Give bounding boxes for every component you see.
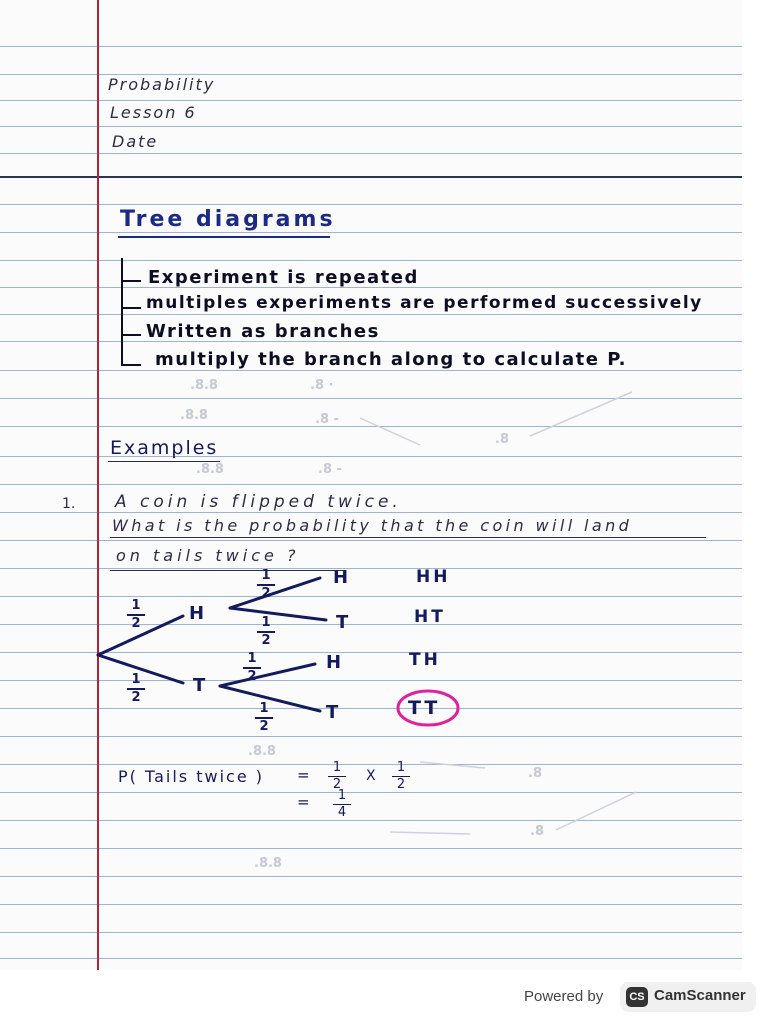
branch-probability — [255, 570, 277, 600]
branch-probability — [253, 703, 275, 733]
node-heads: H — [333, 567, 349, 588]
node-heads: H — [326, 652, 342, 673]
bleed-through-mark: .8.8 — [180, 408, 208, 423]
equals-sign: = — [297, 793, 310, 811]
fraction-denominator: 4 — [337, 805, 347, 820]
section-title: Tree diagrams — [120, 207, 336, 232]
factor-fraction — [390, 762, 412, 791]
fraction-numerator: 1 — [332, 760, 342, 775]
fraction-denominator: 2 — [259, 719, 269, 734]
fraction-denominator: 2 — [131, 616, 141, 631]
node-tails: T — [336, 612, 349, 633]
bullet-item: multiples experiments are performed successively — [146, 293, 703, 313]
bleed-through-mark: .8 — [495, 432, 509, 447]
fraction-numerator: 1 — [131, 598, 141, 613]
bullet-item: Written as branches — [146, 321, 380, 342]
fraction-numerator: 1 — [259, 701, 269, 716]
bleed-through-mark: .8.8 — [248, 744, 276, 759]
bullet-item: Experiment is repeated — [148, 267, 419, 288]
fraction-denominator: 2 — [131, 690, 141, 705]
subject-heading: Probability — [108, 75, 216, 94]
fraction-numerator: 1 — [261, 615, 271, 630]
outcome-label: HH — [416, 567, 451, 587]
branch-probability — [125, 674, 147, 704]
result-fraction — [331, 790, 353, 819]
factor-fraction — [326, 762, 348, 791]
node-tails: T — [326, 702, 339, 723]
powered-by-text: Powered by — [524, 988, 604, 1005]
fraction-numerator: 1 — [131, 672, 141, 687]
branch-probability — [125, 600, 147, 630]
node-tails: T — [193, 675, 206, 696]
fraction-numerator: 1 — [337, 788, 347, 803]
camscanner-logo-icon: CS — [626, 987, 648, 1007]
fraction-numerator: 1 — [261, 568, 271, 583]
fraction-numerator: 1 — [247, 651, 257, 666]
bleed-through-mark: .8.8 — [190, 378, 218, 393]
bleed-through-mark: .8.8 — [254, 856, 282, 871]
probability-expression: P( Tails twice ) — [118, 767, 264, 786]
examples-heading: Examples — [110, 437, 219, 459]
bleed-through-mark: .8 - — [315, 412, 339, 427]
times-sign: X — [366, 768, 376, 784]
camscanner-badge — [620, 982, 756, 1012]
fraction-denominator: 2 — [396, 777, 406, 792]
bleed-through-mark: .8 — [528, 766, 542, 781]
bleed-through-mark: .8 - — [318, 462, 342, 477]
branch-probability — [255, 617, 277, 647]
branch-probability — [241, 653, 263, 683]
equals-sign: = — [297, 766, 310, 784]
fraction-denominator: 2 — [261, 586, 271, 601]
outcome-label: TH — [409, 650, 441, 670]
lesson-label: Lesson 6 — [110, 103, 197, 122]
fraction-denominator: 2 — [261, 633, 271, 648]
bleed-through-mark: .8 — [530, 824, 544, 839]
fraction-denominator: 2 — [247, 669, 257, 684]
bleed-through-mark: .8.8 — [196, 462, 224, 477]
branch-line — [230, 608, 326, 620]
fraction-denominator: 2 — [332, 777, 342, 792]
date-label: Date — [112, 132, 159, 151]
branch-line — [220, 664, 315, 686]
example-text: on tails twice ? — [116, 546, 300, 565]
node-heads: H — [189, 603, 205, 624]
outcome-label-answer: TT — [408, 697, 441, 719]
example-number: 1. — [62, 496, 76, 512]
example-text: A coin is flipped twice. — [115, 492, 402, 512]
example-text: What is the probability that the coin will land — [112, 516, 633, 535]
bleed-through-mark: .8 · — [310, 378, 334, 393]
bullet-item: multiply the branch along to calculate P. — [155, 349, 627, 370]
camscanner-name: CamScanner — [654, 987, 746, 1004]
fraction-numerator: 1 — [396, 760, 406, 775]
outcome-label: HT — [414, 607, 446, 627]
